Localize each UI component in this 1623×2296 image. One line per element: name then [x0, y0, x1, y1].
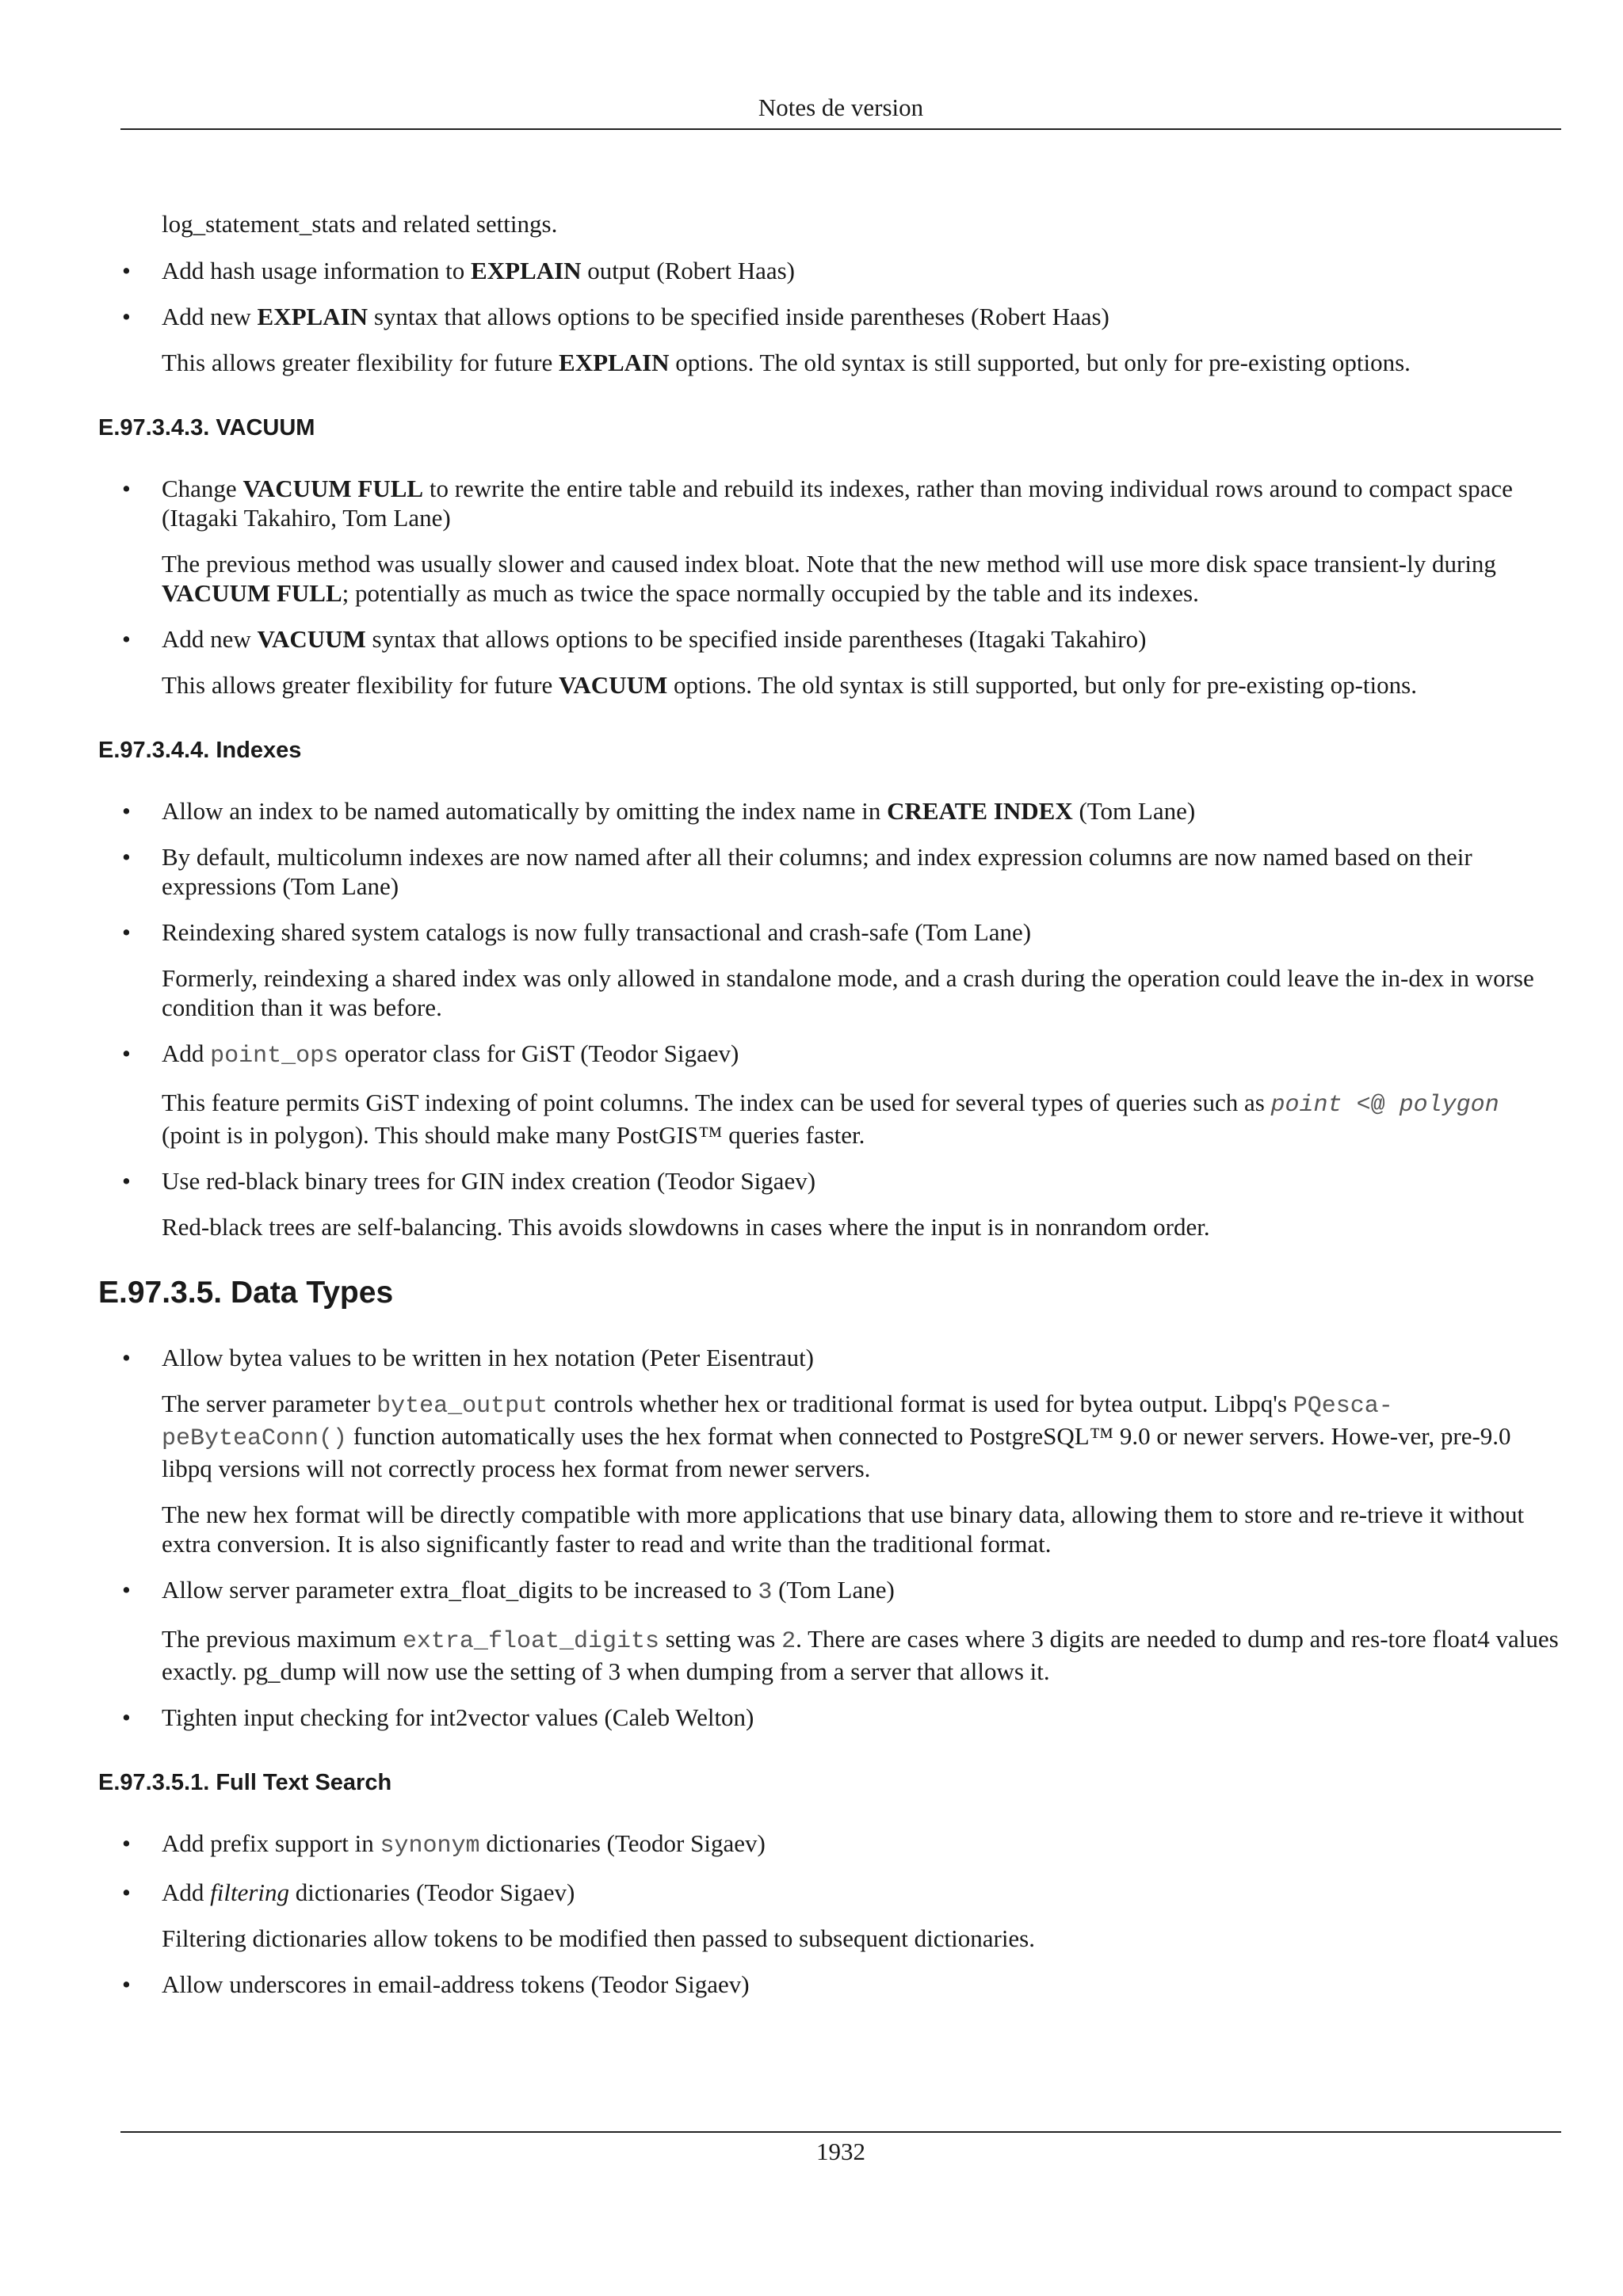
code-literal: point_ops: [210, 1043, 339, 1070]
list-item: • Allow underscores in email-address tokens (Teodor Sigaev): [122, 1970, 750, 1998]
list-full-text-search: [98, 1829, 1561, 1999]
list-indexes: [98, 796, 1561, 1241]
section-heading-indexes: E.97.3.4.4. Indexes: [98, 738, 302, 763]
bullet: •: [122, 625, 131, 653]
list-item-detail: This allows greater flexibility for future EXPLAIN options. The old syntax is still supported, but only for pre-existing options.: [162, 349, 1411, 376]
page-header: Notes de version: [758, 93, 924, 121]
bullet: •: [122, 843, 131, 871]
section-heading-full-text-search: E.97.3.5.1. Full Text Search: [98, 1770, 392, 1795]
bullet: •: [122, 1167, 131, 1195]
bullet: •: [122, 475, 131, 502]
list-item-detail: The previous maximum extra_float_digits setting was 2. There are cases where 3 digits are needed to dump and res-tore float4 values exactly. pg_dump will now use the setting of 3 when dumping from a server that allows it.: [162, 1625, 1559, 1685]
list-item: • Add point_ops operator class for GiST (Teodor Sigaev) This feature permits GiST indexing of point columns. The index can be used for several types of queries such as point <@ polygon (point is in polygon). This should make many PostGIS™ queries faster.: [162, 1039, 1561, 1150]
list-item: • Tighten input checking for int2vector values (Caleb Welton): [122, 1703, 754, 1731]
bullet: •: [122, 1829, 131, 1857]
list-item: • Add hash usage information to EXPLAIN output (Robert Haas): [122, 257, 795, 284]
header-rule: [120, 128, 1561, 130]
bullet: •: [122, 257, 131, 284]
bullet: •: [122, 1970, 131, 1998]
list-item: • Allow bytea values to be written in hex notation (Peter Eisentraut) The server parameter bytea_output controls whether hex or traditional format is used for bytea output. Libpq's PQesca-peByteaConn() function automatically uses the hex format when connected to PostgreSQL™ 9.0 or newer servers. Howe-ver, pre-9.0 libpq versions will not correctly process hex format from newer servers. The new hex format will be directly compatible with more applications that use binary data, allowing them to store and re-trieve it without extra conversion. It is also significantly faster to read and write than the traditional format.: [162, 1343, 1561, 1558]
list-item: • Add prefix support in synonym dictionaries (Teodor Sigaev): [122, 1829, 766, 1859]
list-item: • Change VACUUM FULL to rewrite the entire table and rebuild its indexes, rather than moving individual rows around to compact space (Itagaki Takahiro, Tom Lane) The previous method was usually slower and caused index bloat. Note that the new method will use more disk space transient-ly during VACUUM FULL; potentially as much as twice the space normally occupied by the table and its indexes.: [162, 474, 1561, 608]
list-data-types: [98, 1343, 1561, 1732]
bullet: •: [122, 1344, 131, 1371]
list-item-detail: This feature permits GiST indexing of point columns. The index can be used for several types of queries such as point <@ polygon (point is in polygon). This should make many PostGIS™ queries faster.: [162, 1089, 1499, 1149]
list-item: • By default, multicolumn indexes are now named after all their columns; and index expression columns are now named based on their expressions (Tom Lane): [122, 843, 1472, 900]
bullet: •: [122, 1576, 131, 1604]
list-item-detail: The previous method was usually slower and caused index bloat. Note that the new method will use more disk space transient-ly during VACUUM FULL; potentially as much as twice the space normally occupied by the table and its indexes.: [162, 550, 1496, 607]
bullet: •: [122, 303, 131, 330]
bullet: •: [122, 1703, 131, 1731]
list-item-detail: The new hex format will be directly compatible with more applications that use binary data, allowing them to store and re-trieve it without extra conversion. It is also significantly faster to read and write than the traditional format.: [162, 1501, 1525, 1558]
page-content: [98, 209, 1561, 2016]
continued-paragraph: log_statement_stats and related settings.: [162, 210, 558, 238]
list-item-detail: This allows greater flexibility for future VACUUM options. The old syntax is still supported, but only for pre-existing op-tions.: [162, 671, 1417, 699]
list-vacuum: [98, 474, 1561, 700]
list-item: • Add filtering dictionaries (Teodor Sigaev) Filtering dictionaries allow tokens to be modified then passed to subsequent dictionaries.: [162, 1878, 1561, 1953]
page-number: 1932: [816, 2138, 865, 2165]
list-item: • Add new VACUUM syntax that allows options to be specified inside parentheses (Itagaki Takahiro) This allows greater flexibility for future VACUUM options. The old syntax is still supported, but only for pre-existing op-tions.: [162, 624, 1561, 700]
list-item: • Add new EXPLAIN syntax that allows options to be specified inside parentheses (Robert Haas) This allows greater flexibility for future EXPLAIN options. The old syntax is still supported, but only for pre-existing options.: [162, 302, 1561, 377]
list-item-detail: Formerly, reindexing a shared index was only allowed in standalone mode, and a crash during the operation could leave the in-dex in worse condition than it was before.: [162, 964, 1534, 1021]
section-heading-vacuum: E.97.3.4.3. VACUUM: [98, 415, 315, 441]
bullet: •: [122, 797, 131, 825]
list-item: • Use red-black binary trees for GIN index creation (Teodor Sigaev) Red-black trees are self-balancing. This avoids slowdowns in cases where the input is in nonrandom order.: [162, 1166, 1561, 1241]
bullet: •: [122, 918, 131, 946]
bullet: •: [122, 1878, 131, 1906]
list-item-detail: Filtering dictionaries allow tokens to be modified then passed to subsequent dictionaries.: [162, 1924, 1035, 1952]
list-item: • Reindexing shared system catalogs is now fully transactional and crash-safe (Tom Lane) Formerly, reindexing a shared index was only allowed in standalone mode, and a crash during the operation could leave the in-dex in worse condition than it was before.: [162, 917, 1561, 1022]
bullet: •: [122, 1039, 131, 1067]
list-item-detail: The server parameter bytea_output controls whether hex or traditional format is used for bytea output. Libpq's PQesca-peByteaConn() function automatically uses the hex format when connected to PostgreSQL™ 9.0 or newer servers. Howe-ver, pre-9.0 libpq versions will not correctly process hex format from newer servers.: [162, 1390, 1511, 1482]
list-item: • Allow an index to be named automatically by omitting the index name in CREATE INDEX (Tom Lane): [122, 797, 1196, 825]
list-explain: [98, 256, 1561, 377]
list-item-detail: Red-black trees are self-balancing. This avoids slowdowns in cases where the input is in nonrandom order.: [162, 1213, 1210, 1241]
footer-rule: [120, 2131, 1561, 2133]
section-heading-data-types: E.97.3.5. Data Types: [98, 1276, 394, 1310]
list-item: • Allow server parameter extra_float_digits to be increased to 3 (Tom Lane) The previous maximum extra_float_digits setting was 2. There are cases where 3 digits are needed to dump and res-tore float4 values exactly. pg_dump will now use the setting of 3 when dumping from a server that allows it.: [162, 1575, 1561, 1686]
